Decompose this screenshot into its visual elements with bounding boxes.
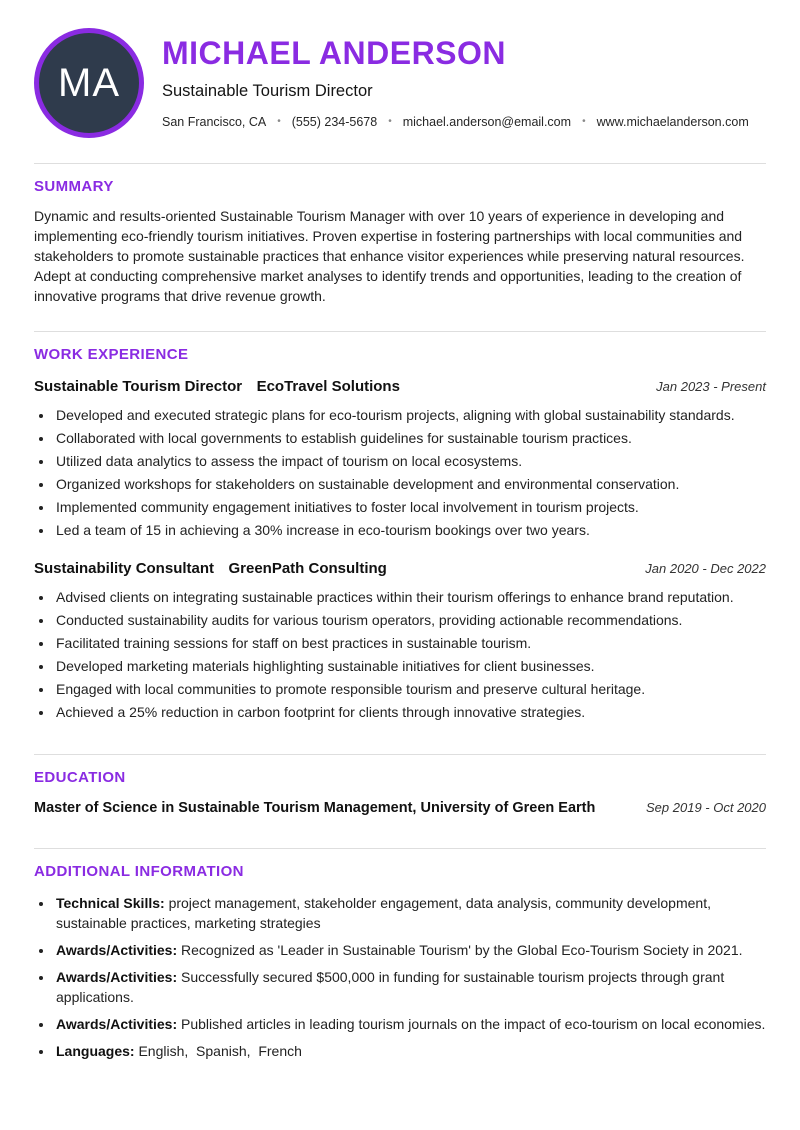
additional-info-heading: ADDITIONAL INFORMATION <box>34 863 244 880</box>
info-item-text: Recognized as 'Leader in Sustainable Tourism' by the Global Eco-Tourism Society in 2021. <box>181 942 743 958</box>
contact-location: San Francisco, CA <box>162 115 267 130</box>
job-bullet: • Implemented community engagement initiatives to foster local involvement in tourism projects. <box>54 497 766 517</box>
info-item-label: Awards/Activities: <box>56 969 178 985</box>
job-bullet: • Collaborated with local governments to establish guidelines for sustainable tourism practices. <box>54 428 766 448</box>
job-bullet: • Achieved a 25% reduction in carbon footprint for clients through innovative strategies. <box>54 702 766 722</box>
job-dates: Jan 2020 - Dec 2022 <box>645 561 766 576</box>
job-company: EcoTravel Solutions <box>256 378 400 395</box>
bullet-separator-icon: • <box>277 116 281 128</box>
job-header-row <box>34 560 766 578</box>
contact-website: www.michaelanderson.com <box>596 115 749 130</box>
avatar-initials: MA <box>58 60 120 105</box>
contact-email: michael.anderson@email.com <box>402 115 572 130</box>
resume-header <box>34 28 766 138</box>
candidate-title: Sustainable Tourism Director <box>162 82 373 101</box>
info-item <box>54 967 766 1007</box>
job-bullet: • Organized workshops for stakeholders on sustainable development and environmental conservation. <box>54 474 766 494</box>
education-degree: Master of Science in Sustainable Tourism Management, University of Green Earth <box>34 800 596 816</box>
work-experience-heading: WORK EXPERIENCE <box>34 346 189 363</box>
info-item <box>54 940 766 960</box>
header-info <box>162 28 749 129</box>
job-title-line <box>34 560 387 578</box>
bullet-separator-icon: • <box>582 116 586 128</box>
job-entry <box>34 560 766 722</box>
job-bullet: • Engaged with local communities to promote responsible tourism and preserve cultural heritage. <box>54 679 766 699</box>
additional-info-section <box>34 848 766 1061</box>
job-bullet: • Developed and executed strategic plans for eco-tourism projects, aligning with global sustainability standards. <box>54 405 766 425</box>
info-item <box>54 1014 766 1034</box>
job-bullet: • Advised clients on integrating sustainable practices within their tourism offerings to enhance brand reputation. <box>54 587 766 607</box>
job-dates: Jan 2023 - Present <box>656 379 766 394</box>
job-bullet-list <box>34 405 766 540</box>
job-title: Sustainable Tourism Director <box>34 378 243 395</box>
job-bullet: • Led a team of 15 in achieving a 30% increase in eco-tourism bookings over two years. <box>54 520 766 540</box>
job-bullet: • Facilitated training sessions for staff on best practices in sustainable tourism. <box>54 633 766 653</box>
bullet-separator-icon: • <box>388 116 392 128</box>
info-item-text: project management, stakeholder engagement, data analysis, community development, sustainable practices, marketing strategies <box>56 895 715 931</box>
job-bullet: • Developed marketing materials highlighting sustainable initiatives for client businesses. <box>54 656 766 676</box>
education-heading: EDUCATION <box>34 769 126 786</box>
info-item-text: English, Spanish, French <box>138 1043 302 1059</box>
candidate-name: MICHAEL ANDERSON <box>162 35 507 71</box>
info-item <box>54 1041 766 1061</box>
summary-text: Dynamic and results-oriented Sustainable Tourism Manager with over 10 years of experience in developing and implementing eco-friendly tourism initiatives. Proven expertise in fostering partnerships with local communities and stakeholders to promote sustainable practices that enhance visitor experiences while preserving natural resources. Adept at conducting comprehensive market analyses to identify trends and opportunities, leading to the creation of innovative programs that drive revenue growth. <box>34 208 745 304</box>
job-title-line <box>34 378 400 396</box>
info-item <box>54 893 766 933</box>
summary-section <box>34 163 766 306</box>
info-item-text: Published articles in leading tourism journals on the impact of eco-tourism on local economies. <box>181 1016 766 1032</box>
info-item-label: Languages: <box>56 1043 135 1059</box>
info-item-text: Successfully secured $500,000 in funding for sustainable tourism projects through grant applications. <box>56 969 729 1005</box>
job-bullet: • Conducted sustainability audits for various tourism operators, providing actionable recommendations. <box>54 610 766 630</box>
info-item-label: Awards/Activities: <box>56 942 178 958</box>
job-company: GreenPath Consulting <box>228 560 387 577</box>
job-entry <box>34 378 766 540</box>
contact-phone: (555) 234-5678 <box>291 115 378 130</box>
education-entry <box>34 800 766 816</box>
contact-row <box>162 115 749 129</box>
summary-heading: SUMMARY <box>34 178 114 195</box>
job-bullet: • Utilized data analytics to assess the impact of tourism on local ecosystems. <box>54 451 766 471</box>
work-experience-section <box>34 331 766 722</box>
education-section <box>34 754 766 816</box>
job-title: Sustainability Consultant <box>34 560 215 577</box>
avatar <box>34 28 144 138</box>
info-item-label: Awards/Activities: <box>56 1016 178 1032</box>
info-item-label: Technical Skills: <box>56 895 165 911</box>
additional-info-list <box>34 893 766 1061</box>
education-dates: Sep 2019 - Oct 2020 <box>646 800 766 815</box>
job-header-row <box>34 378 766 396</box>
job-bullet-list <box>34 587 766 722</box>
